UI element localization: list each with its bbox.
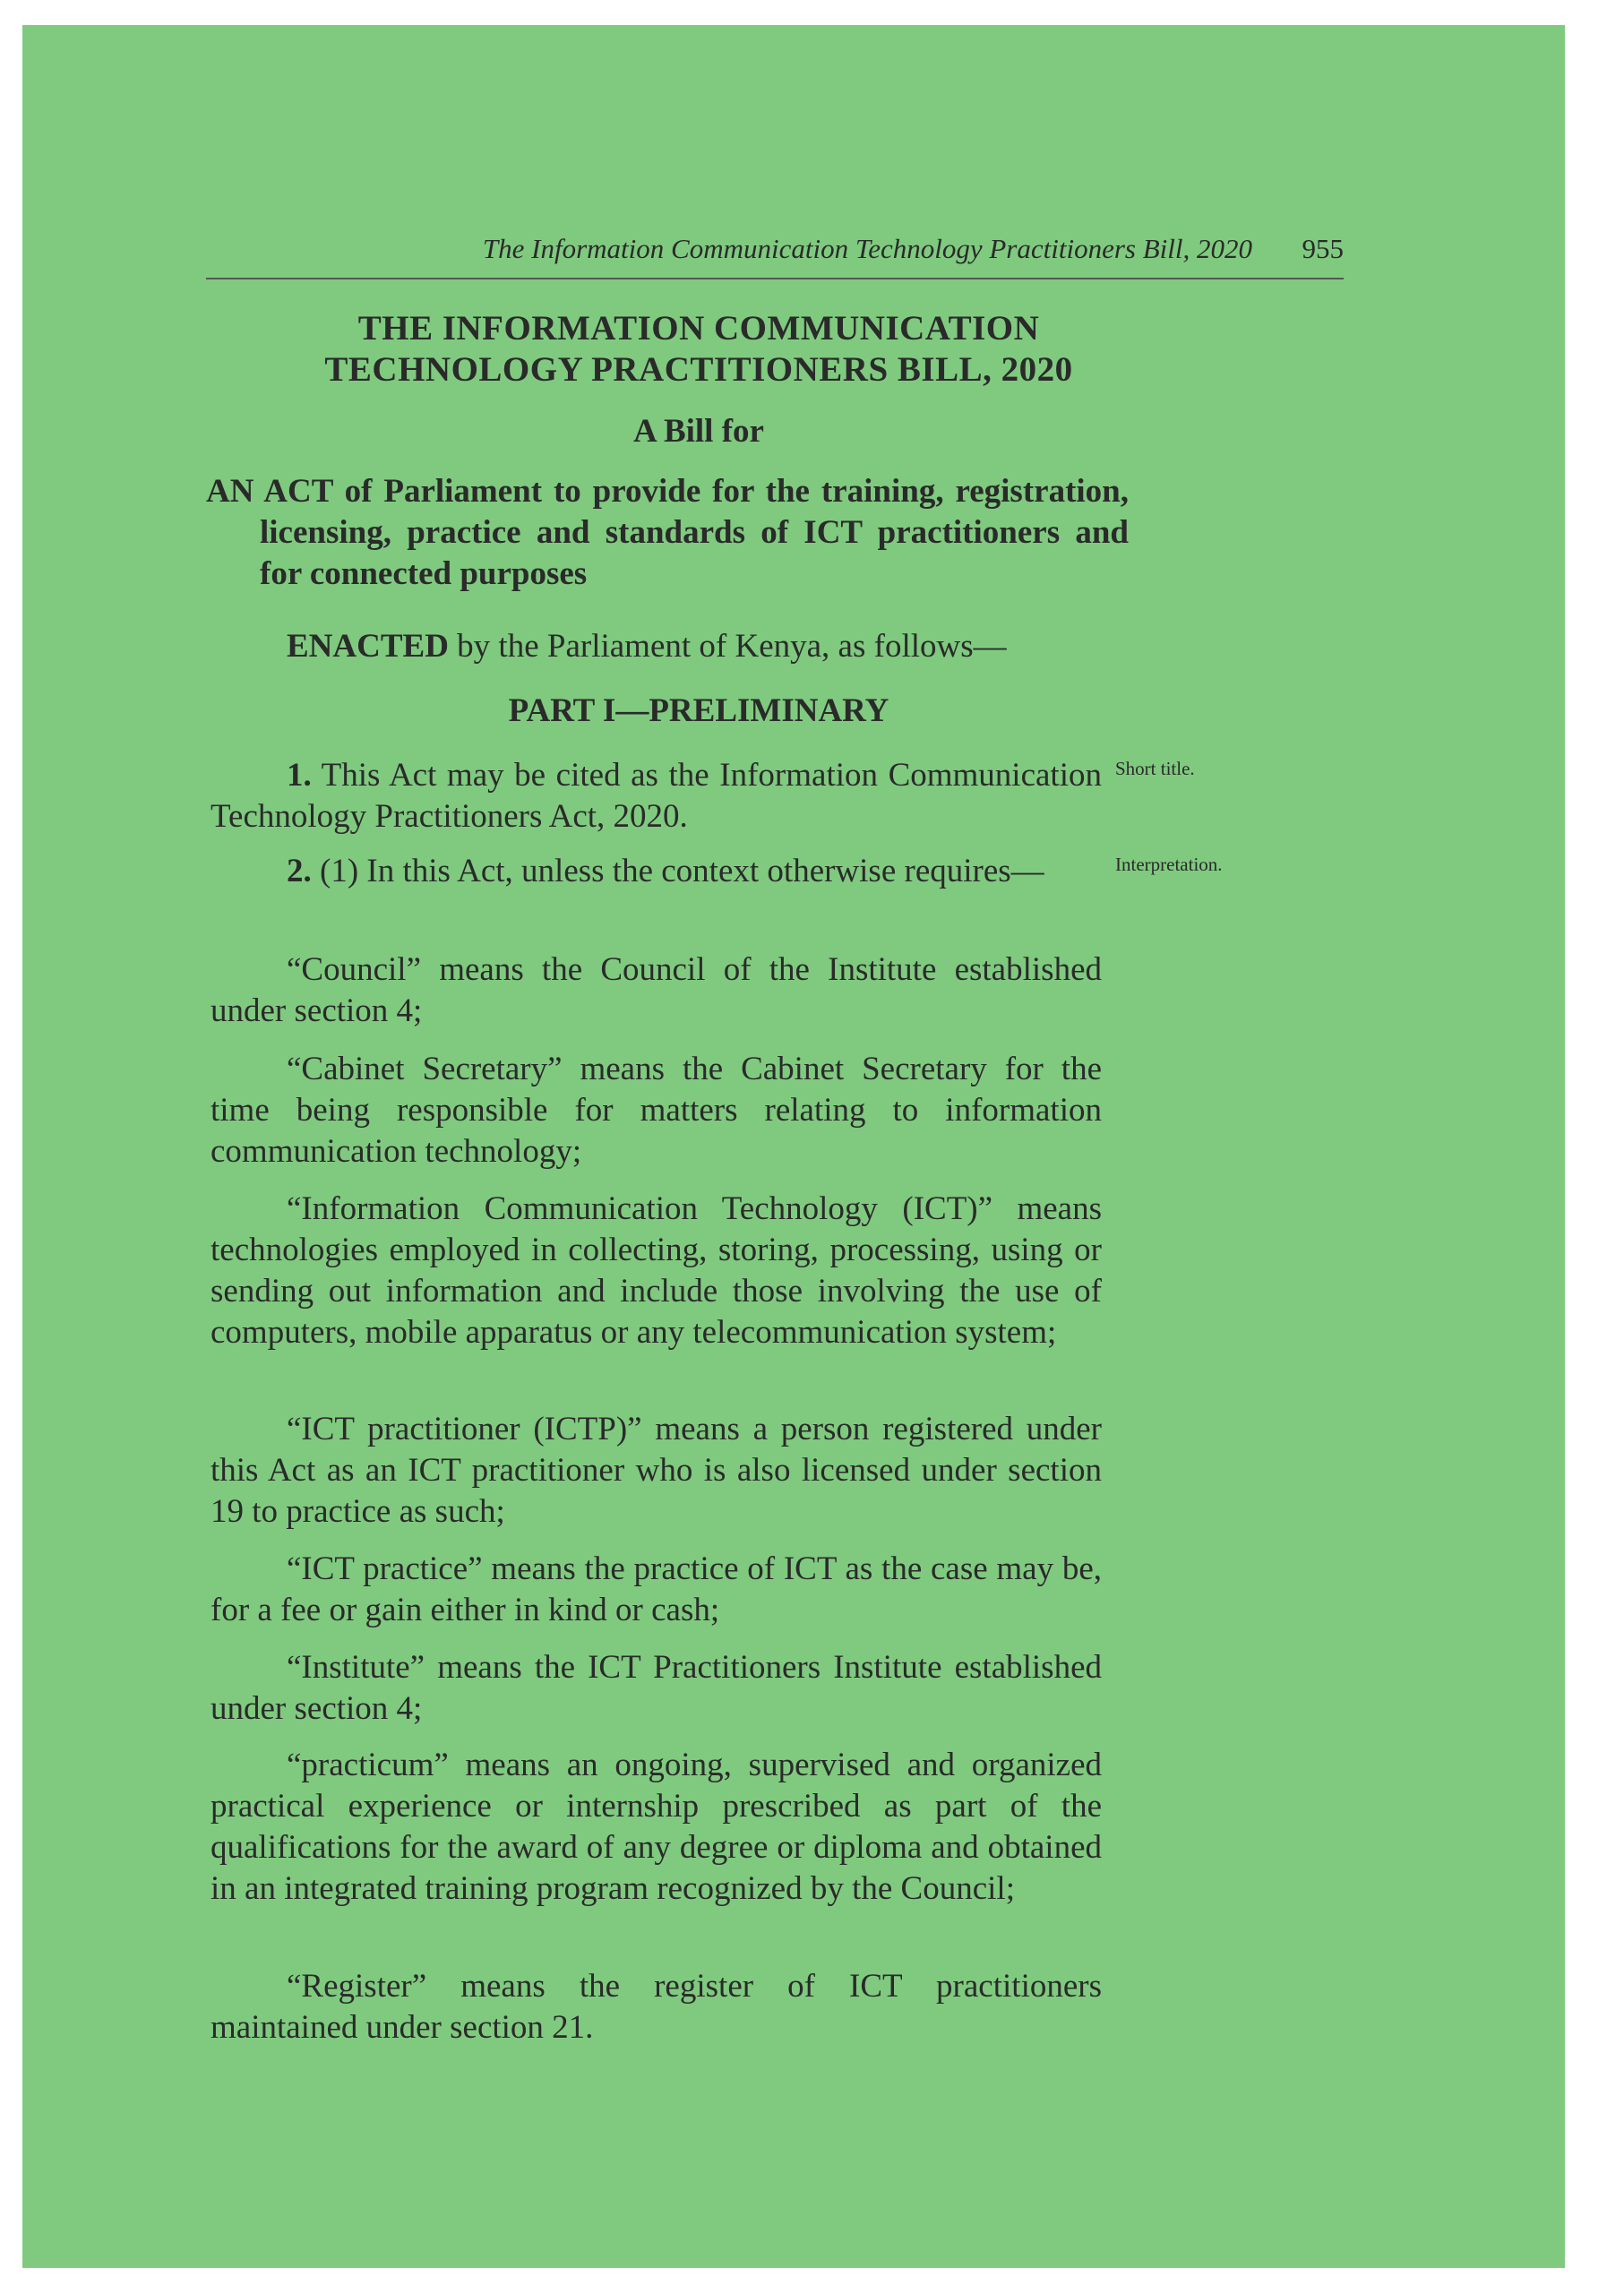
marginal-note-short-title: Short title. [1115, 758, 1195, 779]
definition-ict: “Information Communication Technology (ICT)” means technologies employed in collecting, storing, processing, using or sending out information and include those involving the use of computers, mobile apparatus or any telecommunication system; [211, 1190, 1102, 1351]
definition-register: “Register” means the register of ICT practitioners maintained under section 21. [211, 1968, 1102, 2046]
section-1-text: This Act may be cited as the Information Communication Technology Practitioners Act, 2020. [211, 757, 1102, 835]
definition-institute: “Institute” means the ICT Practitioners Institute established under section 4; [211, 1649, 1102, 1727]
bill-title [184, 308, 1214, 391]
enacting-clause [287, 627, 1182, 666]
definition-ict-practice: “ICT practice” means the practice of ICT as the case may be, for a fee or gain either in kind or cash; [211, 1550, 1102, 1628]
section-2-number: 2. [287, 853, 312, 889]
marginal-note-interpretation: Interpretation. [1115, 854, 1223, 875]
definition-cabinet-secretary: “Cabinet Secretary” means the Cabinet Secretary for the time being responsible for matters relating to information communication technology; [211, 1051, 1102, 1170]
document-page [22, 25, 1565, 2268]
section-2 [211, 851, 1102, 892]
enacting-text: by the Parliament of Kenya, as follows— [448, 628, 1007, 665]
definition-ict-practitioner: “ICT practitioner (ICTP)” means a person registered under this Act as an ICT practitioner who is also licensed under section 19 to practice as such; [211, 1411, 1102, 1530]
long-title: AN ACT of Parliament to provide for the training, registration, licensing, practice and standards of ICT practitioners and for connected purposes [206, 473, 1129, 592]
running-header: The Information Communication Technology Practitioners Bill, 2020 [482, 233, 1252, 264]
section-1 [211, 755, 1102, 837]
part-heading: PART I—PRELIMINARY [508, 692, 889, 729]
bill-title-line-2: TECHNOLOGY PRACTITIONERS BILL, 2020 [324, 350, 1073, 389]
bill-for-heading: A Bill for [633, 413, 764, 450]
definition-council: “Council” means the Council of the Institute established under section 4; [211, 951, 1102, 1029]
bill-title-line-1: THE INFORMATION COMMUNICATION [357, 309, 1040, 348]
header-rule [206, 278, 1344, 279]
definition-practicum: “practicum” means an ongoing, supervised and organized practical experience or internship prescribed as part of the qualifications for the award of any degree or diploma and obtained in an integrated training program recognized by the Council; [211, 1747, 1102, 1907]
page-number: 955 [1302, 233, 1344, 264]
section-2-text: (1) In this Act, unless the context otherwise requires— [311, 853, 1044, 889]
enacting-keyword: ENACTED [287, 628, 449, 665]
section-1-number: 1. [287, 757, 312, 794]
